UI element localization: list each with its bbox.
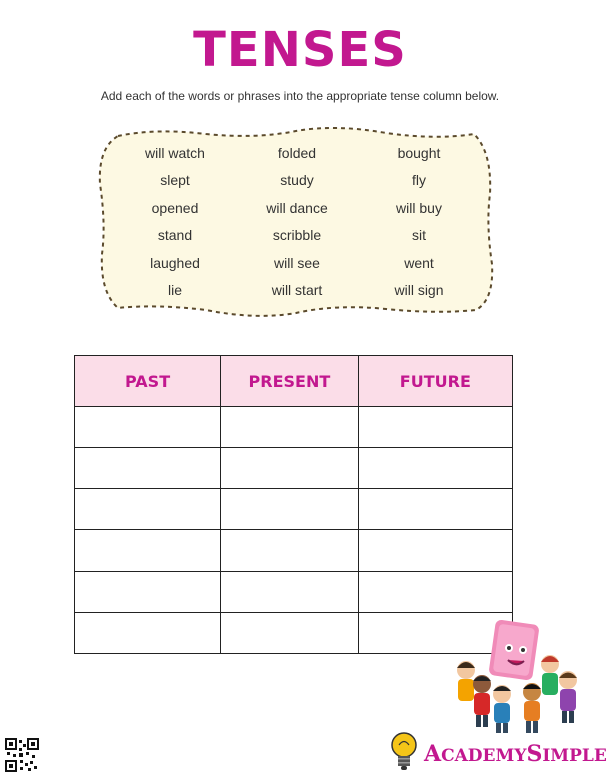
header-present: PRESENT: [221, 356, 359, 407]
worksheet-title: TENSES: [193, 22, 407, 78]
present-cell[interactable]: [221, 407, 359, 448]
word-item: stand: [157, 227, 193, 244]
word-item: will watch: [145, 145, 205, 161]
word-item: went: [404, 254, 434, 271]
qr-code-icon: [5, 738, 39, 772]
future-cell[interactable]: [358, 489, 512, 530]
word-item: will sign: [394, 281, 444, 298]
word-item: will buy: [396, 199, 442, 216]
present-cell[interactable]: [221, 489, 359, 530]
word-item: will start: [271, 281, 323, 298]
past-cell[interactable]: [75, 571, 221, 612]
brand-wordmark: [424, 742, 607, 768]
past-cell[interactable]: [75, 448, 221, 489]
brand-text-imple: IMPLE: [542, 746, 607, 766]
future-cell[interactable]: [358, 571, 512, 612]
tense-table: [74, 355, 513, 654]
present-cell[interactable]: [221, 530, 359, 571]
table-row: [75, 571, 513, 612]
word-item: folded: [277, 145, 317, 161]
academy-simple-logo: [388, 730, 607, 774]
present-cell[interactable]: [221, 448, 359, 489]
brand-text-cademy: CADEMY: [441, 746, 527, 766]
past-cell[interactable]: [75, 530, 221, 571]
header-past: PAST: [75, 356, 221, 407]
kids-with-book-illustration: [452, 618, 582, 736]
future-cell[interactable]: [358, 530, 512, 571]
table-row: [75, 407, 513, 448]
present-cell[interactable]: [221, 571, 359, 612]
table-row: [75, 489, 513, 530]
table-row: [75, 448, 513, 489]
word-bank: [114, 140, 480, 304]
table-header-row: [75, 356, 513, 407]
brand-initial-a: A: [424, 741, 442, 767]
word-item: lie: [167, 281, 182, 298]
word-item: laughed: [150, 254, 200, 271]
word-item: fly: [412, 172, 426, 189]
past-cell[interactable]: [75, 407, 221, 448]
brand-initial-s: S: [526, 741, 543, 767]
present-cell[interactable]: [221, 612, 359, 653]
word-item: study: [280, 172, 314, 189]
word-item: sit: [412, 227, 426, 244]
header-future: FUTURE: [358, 356, 512, 407]
lightbulb-icon: [388, 730, 420, 774]
future-cell[interactable]: [358, 407, 512, 448]
word-item: scribble: [272, 227, 322, 244]
word-item: will dance: [266, 199, 328, 216]
past-cell[interactable]: [75, 489, 221, 530]
word-item: opened: [151, 199, 199, 216]
past-cell[interactable]: [75, 612, 221, 653]
word-item: will see: [274, 254, 320, 271]
table-row: [75, 530, 513, 571]
word-item: bought: [397, 145, 441, 161]
instructions: Add each of the words or phrases into the appropriate tense column below.: [100, 89, 500, 103]
table-row: [75, 612, 513, 653]
word-item: slept: [160, 172, 190, 189]
future-cell[interactable]: [358, 448, 512, 489]
